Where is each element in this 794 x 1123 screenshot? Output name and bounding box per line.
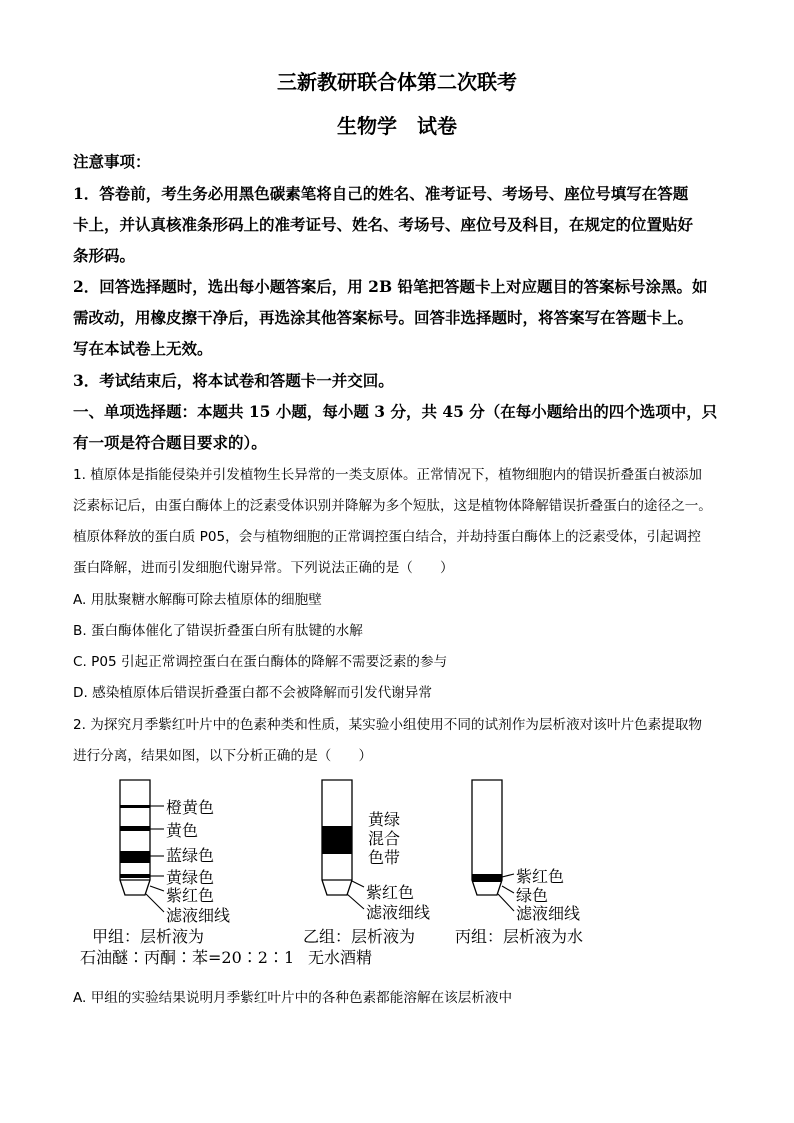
- section-heading: 一、单项选择题：本题共 15 小题，每小题 3 分，共 45 分（在每小题给出的四个选项中，只: [73, 402, 718, 421]
- notice-heading: 注意事项：: [73, 152, 151, 171]
- caption-a-1: 甲组：层析液为: [92, 927, 205, 946]
- notice-line: 2．回答选择题时，选出每小题答案后，用 2B 铅笔把答题卡上对应题目的答案标号涂黑。如: [73, 277, 708, 296]
- label-c-green: 绿色: [516, 886, 549, 905]
- q1-option-c: C. P05 引起正常调控蛋白在蛋白酶体的降解不需要泛素的参与: [73, 654, 448, 670]
- label-c-purple-red: 紫红色: [516, 867, 565, 886]
- band-yellow-green: [120, 874, 150, 878]
- caption-b-2: 无水酒精: [308, 948, 373, 967]
- label-a-purple-red: 紫红色: [166, 886, 215, 905]
- label-b-mixed-3: 色带: [368, 848, 401, 867]
- label-a-filter-line: 滤液细线: [166, 906, 231, 925]
- notice-line: 3．考试结束后，将本试卷和答题卡一并交回。: [73, 371, 394, 390]
- label-b-purple-red: 紫红色: [366, 883, 415, 902]
- caption-c-1: 丙组：层析液为水: [455, 927, 584, 946]
- section-heading: 有一项是符合题目要求的）。: [73, 433, 267, 452]
- band-blue-green: [120, 851, 150, 863]
- label-b-mixed-1: 黄绿: [368, 810, 401, 829]
- q2-option-a: A. 甲组的实验结果说明月季紫红叶片中的各种色素都能溶解在该层析液中: [73, 990, 513, 1006]
- q2-stem-line: 进行分离，结果如图，以下分析正确的是（ ）: [73, 748, 373, 764]
- chromatography-figure: [0, 770, 794, 975]
- label-a-yellow-green: 黄绿色: [166, 868, 215, 887]
- caption-a-2: 石油醚∶丙酮∶苯=20∶2∶1: [80, 948, 295, 967]
- notice-line: 写在本试卷上无效。: [73, 339, 213, 358]
- q1-stem-line: 泛素标记后，由蛋白酶体上的泛素受体识别并降解为多个短肽，这是植物体降解错误折叠蛋白的途径之一。: [73, 498, 712, 514]
- label-b-mixed-2: 混合: [368, 829, 401, 848]
- band-purple-red: [472, 874, 502, 882]
- q1-stem-line: 蛋白降解，进而引发细胞代谢异常。下列说法正确的是（ ）: [73, 560, 454, 576]
- label-a-blue-green: 蓝绿色: [166, 846, 215, 865]
- band-mixed: [322, 826, 352, 854]
- q1-option-d: D. 感染植原体后错误折叠蛋白都不会被降解而引发代谢异常: [73, 685, 432, 701]
- notice-line: 需改动，用橡皮擦干净后，再选涂其他答案标号。回答非选择题时，将答案写在答题卡上。: [73, 308, 694, 327]
- exam-title: 三新教研联合体第二次联考: [277, 70, 517, 94]
- q1-stem-line: 1. 植原体是指能侵染并引发植物生长异常的一类支原体。正常情况下，植物细胞内的错误折叠蛋白被添加: [73, 467, 703, 483]
- q1-stem-line: 植原体释放的蛋白质 P05，会与植物细胞的正常调控蛋白结合，并劫持蛋白酶体上的泛素受体，引起调控: [73, 529, 701, 545]
- exam-subtitle: 生物学 试卷: [337, 114, 457, 138]
- q1-option-b: B. 蛋白酶体催化了错误折叠蛋白所有肽键的水解: [73, 623, 363, 639]
- notice-line: 卡上，并认真核准条形码上的准考证号、姓名、考场号、座位号及科目，在规定的位置贴好: [73, 215, 694, 234]
- label-c-filter-line: 滤液细线: [516, 904, 581, 923]
- label-a-orange-yellow: 橙黄色: [166, 798, 215, 817]
- notice-line: 1．答卷前，考生务必用黑色碳素笔将自己的姓名、准考证号、考场号、座位号填写在答题: [73, 184, 689, 203]
- caption-b-1: 乙组：层析液为: [303, 927, 416, 946]
- notice-line: 条形码。: [73, 246, 136, 265]
- label-a-yellow: 黄色: [166, 821, 199, 840]
- label-b-filter-line: 滤液细线: [366, 903, 431, 922]
- band-orange-yellow: [120, 805, 150, 808]
- q1-option-a: A. 用肽聚糖水解酶可除去植原体的细胞壁: [73, 592, 322, 608]
- q2-stem-line: 2. 为探究月季紫红叶片中的色素种类和性质，某实验小组使用不同的试剂作为层析液对该叶片色素提取物: [73, 717, 703, 733]
- band-yellow: [120, 826, 150, 831]
